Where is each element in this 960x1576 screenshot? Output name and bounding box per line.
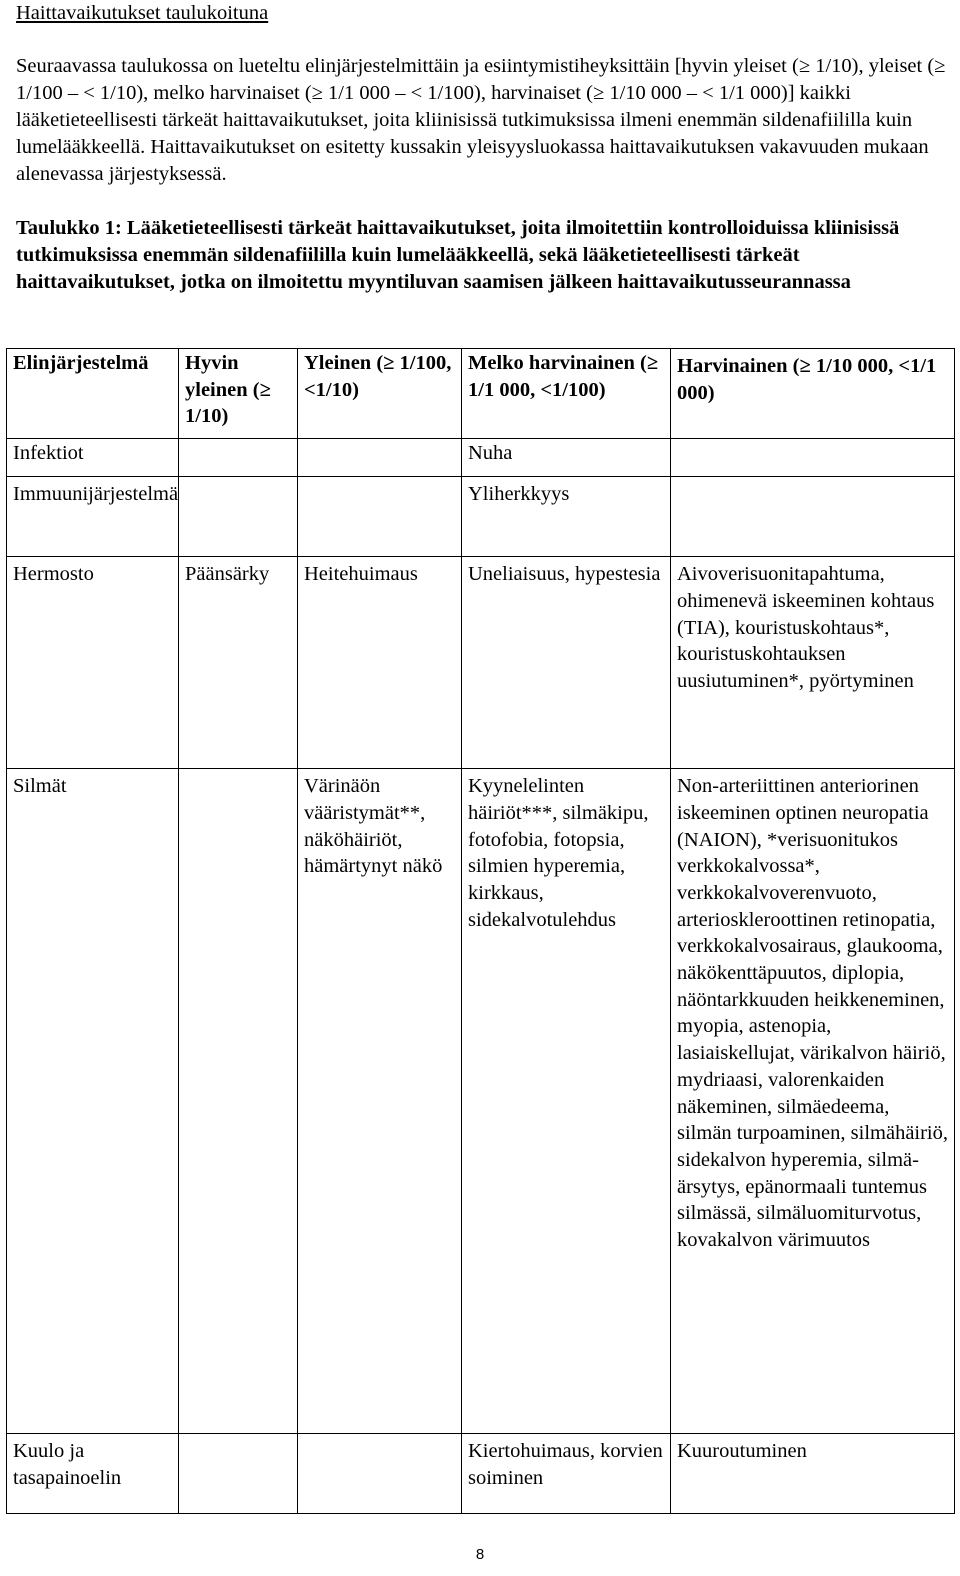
table-row (7, 439, 955, 477)
page-number: 8 (475, 1546, 485, 1563)
intro-paragraph: Seuraavassa taulukossa on lueteltu elinjärjestelmittäin ja esiintymistiheyksittäin [hyvin yleiset (≥ 1/10), yleiset (≥ 1/100 – < 1/10), melko harvinaiset (≥ 1/1 000 – < 1/100), harvinaiset (≥ 1/10 000 – < 1/1 000)] kaikki lääketieteellisesti tärkeät haittavaikutukset, joita kliinisissä tutkimuksissa ilmeni enemmän sildenafiililla kuin lumelääkkeellä. Haittavaikutukset on esitetty kussakin yleisyysluokassa haittavaikutuksen vakavuuden mukaan alenevassa järjestyksessä. (16, 55, 946, 185)
cell-uncommon: Kyynelelinten häiriöt***, silmäkipu, fotofobia, fotopsia, silmien hyperemia, kirkkaus, sidekalvotulehdus (462, 769, 671, 1434)
cell-common (298, 439, 462, 477)
cell-rare (671, 477, 955, 557)
table-row (7, 557, 955, 769)
cell-very-common (179, 769, 298, 1434)
header-very-common: Hyvin yleinen (≥ 1/10) (179, 349, 298, 439)
table-header-row (7, 349, 955, 439)
table-caption: Taulukko 1: Lääketieteellisesti tärkeät haittavaikutukset, joita ilmoitettiin kontrolloiduissa kliinisissä tutkimuksissa enemmän sildenafiililla kuin lumelääkkeellä, sekä lääketieteellisesti tärkeät haittavaikutukset, jotka on ilmoitettu myyntiluvan saamisen jälkeen haittavaikutusseurannassa (16, 217, 900, 293)
cell-common: Värinäön vääristymät**, näköhäiriöt, hämärtynyt näkö (298, 769, 462, 1434)
cell-rare: Non-arteriittinen anteriorinen iskeeminen optinen neuropatia (NAION), *verisuonitukos verkkokalvossa*, verkkokalvoverenvuoto, arterioskleroottinen retinopatia, verkkokalvosairaus, glaukooma, näkökenttäpuutos, diplopia, näöntarkkuuden heikkeneminen, myopia, astenopia, lasiaiskellujat, värikalvon häiriö, mydriaasi, valorenkaiden näkeminen, silmäedeema, silmän turpoaminen, silmähäiriö, sidekalvon hyperemia, silmä-ärsytys, epänormaali tuntemus silmässä, silmäluomiturvotus, kovakalvon värimuutos (671, 769, 955, 1434)
cell-uncommon: Uneliaisuus, hypestesia (462, 557, 671, 769)
cell-uncommon: Nuha (462, 439, 671, 477)
cell-rare (671, 439, 955, 477)
cell-very-common (179, 1434, 298, 1514)
cell-organ-system: Silmät (7, 769, 179, 1434)
adverse-effects-table (6, 348, 955, 1514)
cell-uncommon: Yliherkkyys (462, 477, 671, 557)
table-row (7, 769, 955, 1434)
section-heading: Haittavaikutukset taulukoituna (16, 2, 269, 24)
table-row (7, 477, 955, 557)
cell-very-common (179, 439, 298, 477)
cell-very-common (179, 477, 298, 557)
cell-organ-system: Kuulo ja tasapainoelin (7, 1434, 179, 1514)
cell-rare: Aivoverisuonitapahtuma, ohimenevä iskeeminen kohtaus (TIA), kouristuskohtaus*, kouristuskohtauksen uusiutuminen*, pyörtyminen (671, 557, 955, 769)
header-rare: Harvinainen (≥ 1/10 000, <1/1 000) (671, 349, 955, 439)
cell-common (298, 477, 462, 557)
cell-rare: Kuuroutuminen (671, 1434, 955, 1514)
header-common: Yleinen (≥ 1/100, <1/10) (298, 349, 462, 439)
header-uncommon: Melko harvinainen (≥ 1/1 000, <1/100) (462, 349, 671, 439)
cell-uncommon: Kiertohuimaus, korvien soiminen (462, 1434, 671, 1514)
header-organ-system: Elinjärjestelmä (7, 349, 179, 439)
cell-organ-system: Hermosto (7, 557, 179, 769)
cell-very-common: Päänsärky (179, 557, 298, 769)
table-row (7, 1434, 955, 1514)
cell-organ-system: Immuunijärjestelmä (7, 477, 179, 557)
cell-common: Heitehuimaus (298, 557, 462, 769)
cell-organ-system: Infektiot (7, 439, 179, 477)
cell-common (298, 1434, 462, 1514)
